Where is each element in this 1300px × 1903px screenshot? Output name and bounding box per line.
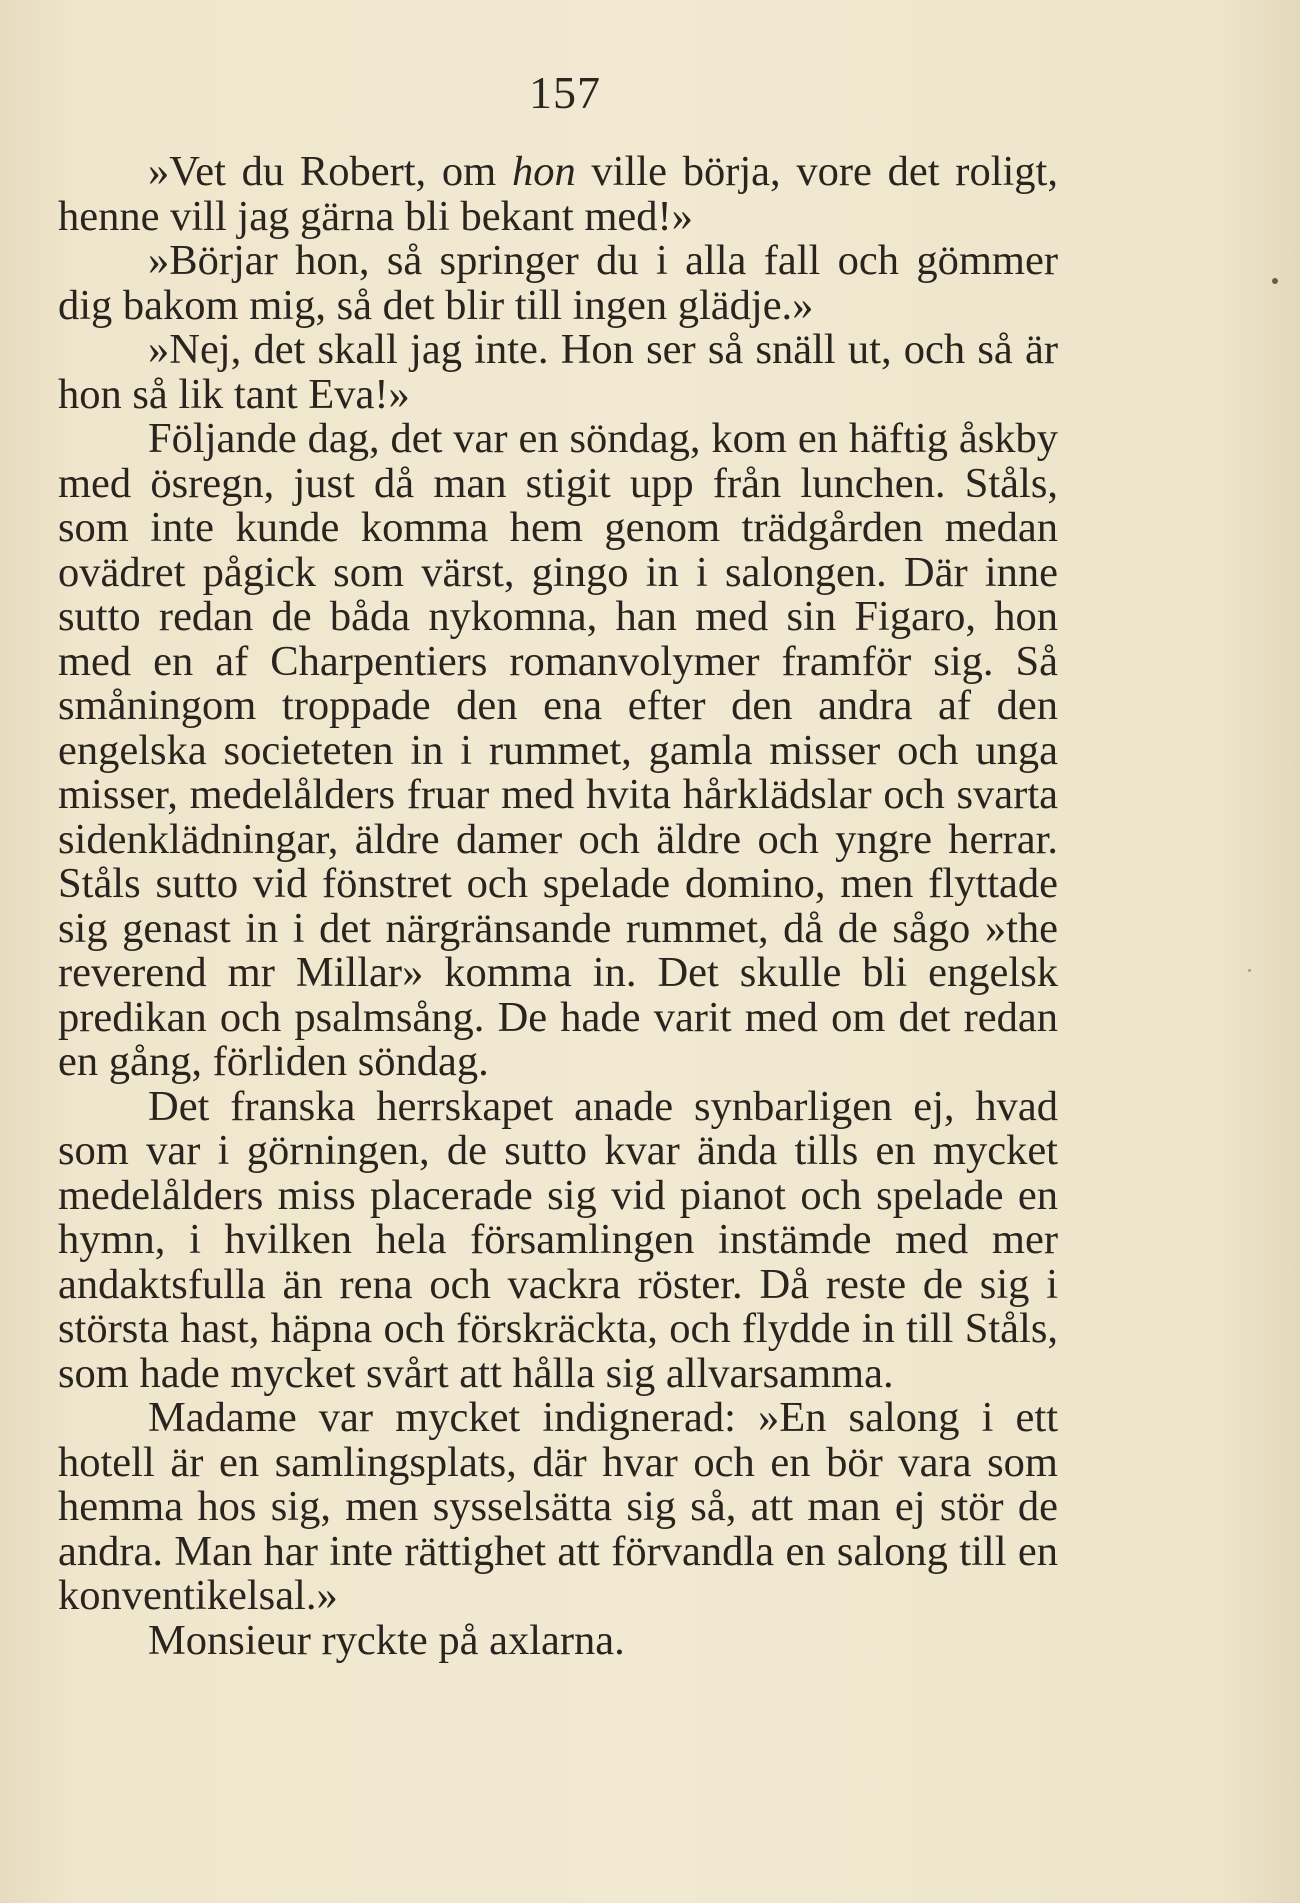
paragraph-3: »Nej, det skall jag inte. Hon ser så snäll ut, och så är hon så lik tant Eva!» — [58, 326, 1058, 418]
paragraph-1 — [58, 150, 1058, 239]
paragraph-1-after: ville börja, vore det roligt, henne vill jag gärna bli bekant med!» — [58, 148, 1058, 240]
paper-speck — [1248, 969, 1251, 972]
paragraph-1-before: »Vet du Robert, om — [148, 148, 512, 195]
paragraph-4: Följande dag, det var en söndag, kom en häftig åskby med ösregn, just då man stigit upp från lunchen. Ståls, som inte kunde komma hem genom trädgården medan ovädret pågick som värst, gingo in i salongen. Där inne sutto redan de båda nykomna, han med sin Figaro, hon med en af Charpentiers romanvolymer framför sig. Så småningom troppade den ena efter den andra af den engelska societeten in i rummet, gamla misser och unga misser, medelålders fruar med hvita hårklädslar och svarta sidenklädningar, äldre damer och äldre och yngre herrar. Ståls sutto vid fönstret och spelade domino, men flyttade sig genast in i det närgränsande rummet, då de sågo »the reverend mr Millar» komma in. Det skulle bli engelsk predikan och psalmsång. De hade varit med om det redan en gång, förliden söndag. — [58, 415, 1058, 1085]
paragraph-1-emphasis: hon — [511, 148, 576, 195]
paragraph-5: Det franska herrskapet anade synbarligen ej, hvad som var i görningen, de sutto kvar ända tills en mycket medelålders miss placerade sig vid pianot och spelade en hymn, i hvilken hela församlingen instämde med mer andaktsfulla än rena och vackra röster. Då reste de sig i största hast, häpna och förskräckta, och flydde in till Ståls, som hade mycket svårt att hålla sig allvarsamma. — [58, 1082, 1058, 1397]
body-text — [58, 150, 1058, 1663]
paragraph-6: Madame var mycket indignerad: »En salong i ett hotell är en samlingsplats, där hvar och en bör vara som hemma hos sig, men sysselsätta sig så, att man ej stör de andra. Man har inte rättighet att förvandla en salong till en konventikelsal.» — [58, 1394, 1058, 1619]
paper-speck — [1272, 278, 1278, 284]
paragraph-7: Monsieur ryckte på axlarna. — [148, 1616, 625, 1664]
page-number: 157 — [529, 67, 601, 118]
paragraph-2: »Börjar hon, så springer du i alla fall och gömmer dig bakom mig, så det blir till ingen glädje.» — [58, 237, 1058, 329]
